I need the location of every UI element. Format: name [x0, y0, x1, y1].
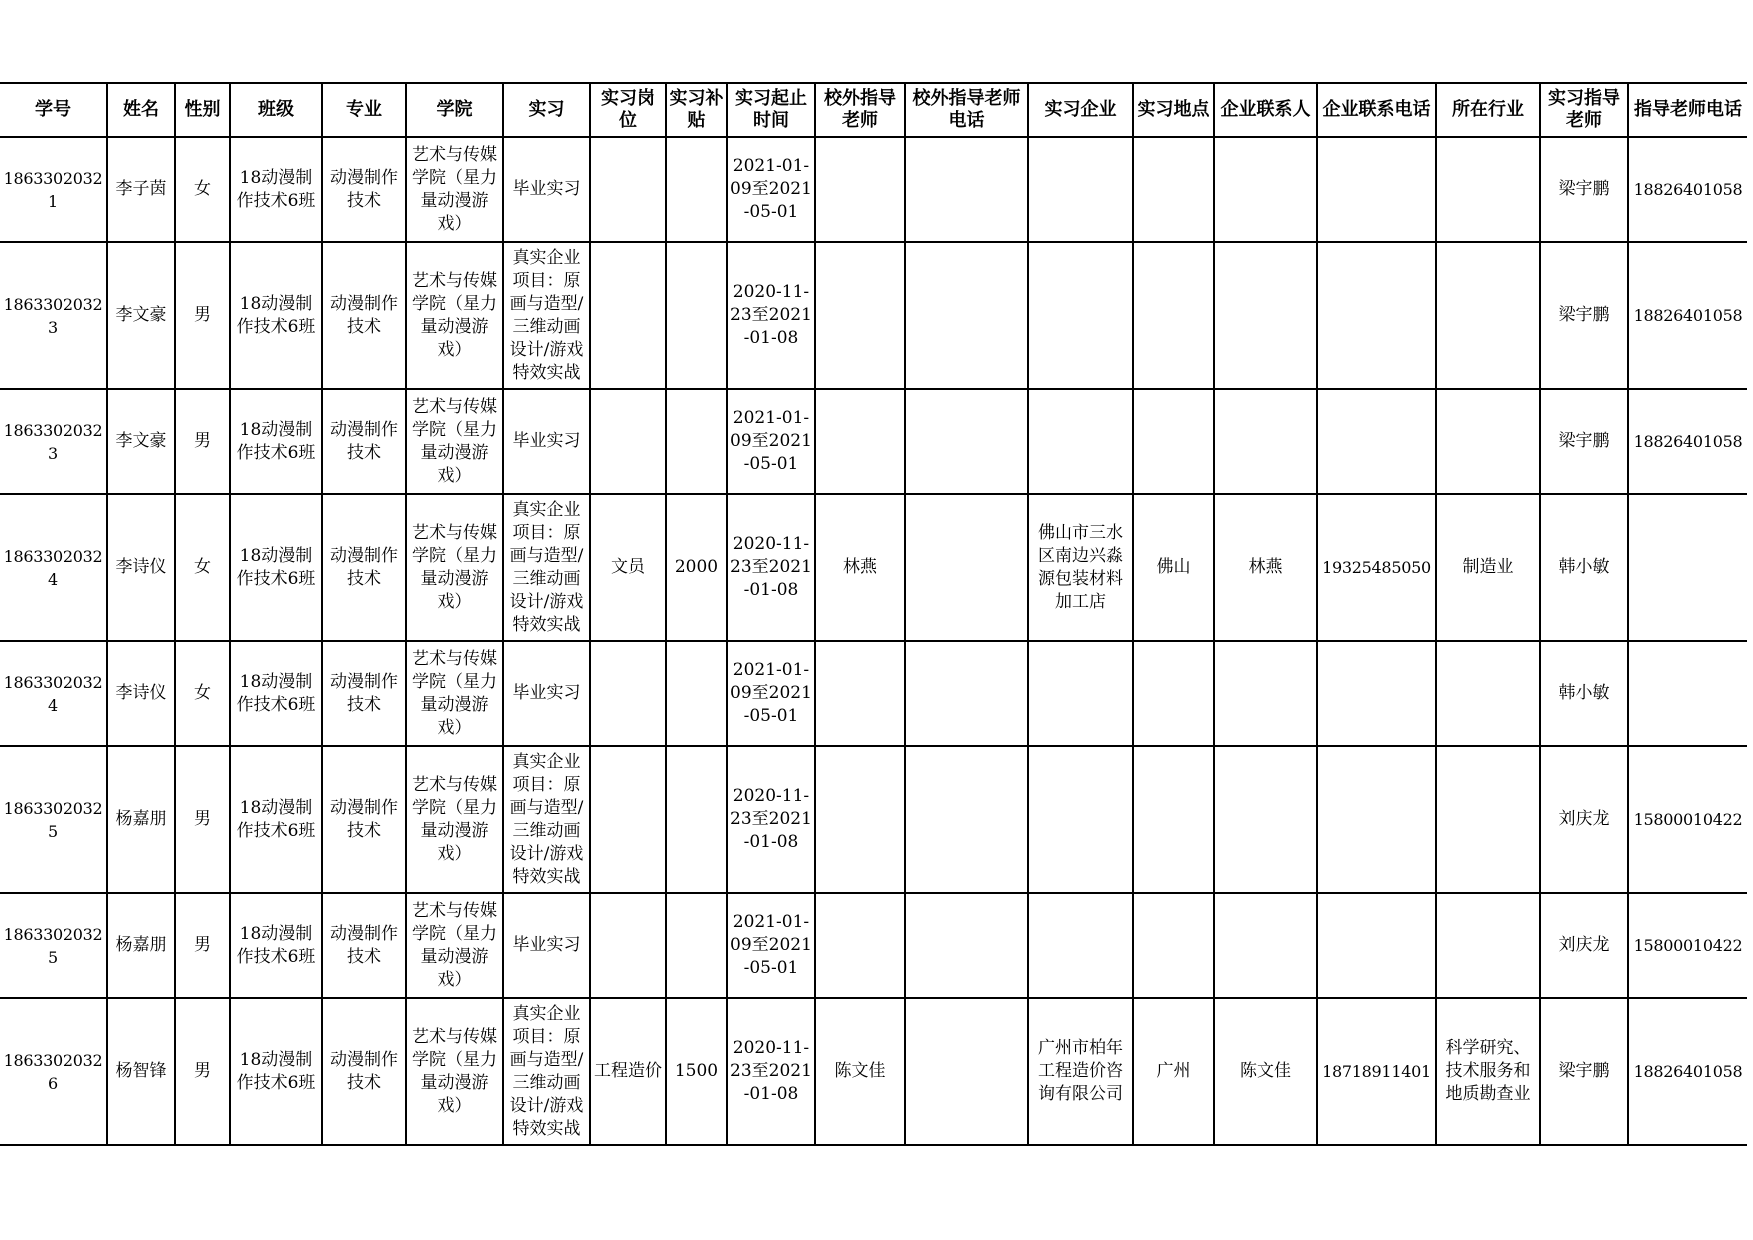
cell-text: 男 — [194, 1061, 211, 1081]
cell-location — [1133, 494, 1214, 641]
cell-gender — [175, 998, 230, 1145]
cell-position — [590, 998, 666, 1145]
cell-period — [727, 893, 815, 998]
cell-external-mentor-phone — [905, 242, 1028, 389]
cell-text: 毕业实习 — [512, 179, 581, 199]
cell-class — [230, 746, 322, 893]
cell-text: 男 — [194, 305, 211, 325]
cell-gender — [175, 242, 230, 389]
cell-company-contact — [1214, 998, 1317, 1145]
table-row — [0, 494, 1747, 641]
cell-text: 梁宇鹏 — [1558, 305, 1610, 325]
cell-industry — [1436, 641, 1540, 746]
cell-text: 18动漫制作技术6班 — [236, 671, 316, 715]
cell-text: 女 — [194, 179, 211, 199]
cell-subsidy — [666, 494, 727, 641]
cell-text: 18动漫制作技术6班 — [236, 545, 316, 589]
cell-name — [107, 998, 175, 1145]
cell-college — [406, 242, 503, 389]
cell-text: 女 — [194, 557, 211, 577]
cell-external-mentor-phone — [905, 137, 1028, 242]
cell-text: 18826401058 — [1633, 180, 1743, 199]
cell-major — [322, 641, 406, 746]
cell-external-mentor — [815, 389, 905, 494]
cell-text: 男 — [194, 809, 211, 829]
cell-text: 18633020324 — [3, 546, 103, 589]
cell-location — [1133, 746, 1214, 893]
cell-company-contact — [1214, 893, 1317, 998]
cell-position — [590, 641, 666, 746]
cell-class — [230, 893, 322, 998]
cell-text: 18633020325 — [3, 798, 103, 841]
cell-college — [406, 998, 503, 1145]
cell-external-mentor — [815, 494, 905, 641]
cell-class — [230, 998, 322, 1145]
col-header-location: 实习地点 — [1133, 83, 1214, 137]
cell-text: 艺术与传媒学院（星力量动漫游戏） — [412, 522, 497, 612]
cell-text: 李诗仪 — [115, 557, 167, 577]
cell-gender — [175, 641, 230, 746]
cell-name — [107, 137, 175, 242]
col-header-name: 姓名 — [107, 83, 175, 137]
cell-text: 李文豪 — [115, 431, 167, 451]
col-header-subsidy: 实习补贴 — [666, 83, 727, 137]
cell-class — [230, 641, 322, 746]
cell-student-id — [0, 389, 107, 494]
cell-text: 杨嘉朋 — [115, 809, 167, 829]
cell-external-mentor — [815, 998, 905, 1145]
cell-supervisor-phone — [1628, 137, 1747, 242]
col-header-gender: 性别 — [175, 83, 230, 137]
cell-text: 陈文佳 — [1240, 1061, 1291, 1081]
cell-text: 工程造价 — [594, 1061, 662, 1081]
cell-location — [1133, 242, 1214, 389]
cell-text: 2020-11-23至2021-01-08 — [730, 534, 812, 600]
cell-text: 动漫制作技术 — [330, 1049, 398, 1093]
cell-subsidy — [666, 746, 727, 893]
cell-industry — [1436, 998, 1540, 1145]
cell-major — [322, 998, 406, 1145]
cell-student-id — [0, 746, 107, 893]
cell-class — [230, 494, 322, 641]
cell-external-mentor-phone — [905, 494, 1028, 641]
cell-supervisor — [1540, 494, 1628, 641]
cell-text: 2021-01-09至2021-05-01 — [730, 660, 812, 726]
cell-location — [1133, 998, 1214, 1145]
cell-college — [406, 494, 503, 641]
cell-class — [230, 137, 322, 242]
cell-position — [590, 746, 666, 893]
cell-text: 2021-01-09至2021-05-01 — [730, 408, 812, 474]
cell-industry — [1436, 137, 1540, 242]
cell-student-id — [0, 242, 107, 389]
cell-major — [322, 746, 406, 893]
cell-internship — [503, 998, 590, 1145]
cell-name — [107, 746, 175, 893]
cell-text: 真实企业项目：原画与造型/三维动画设计/游戏特效实战 — [509, 1003, 584, 1139]
cell-supervisor — [1540, 998, 1628, 1145]
cell-text: 艺术与传媒学院（星力量动漫游戏） — [412, 270, 497, 360]
cell-company-phone — [1317, 893, 1436, 998]
cell-text: 18826401058 — [1633, 1062, 1743, 1081]
cell-text: 18826401058 — [1633, 432, 1743, 451]
cell-external-mentor-phone — [905, 389, 1028, 494]
cell-gender — [175, 494, 230, 641]
cell-text: 女 — [194, 683, 211, 703]
cell-company — [1028, 389, 1133, 494]
cell-text: 真实企业项目：原画与造型/三维动画设计/游戏特效实战 — [509, 751, 584, 887]
cell-supervisor — [1540, 746, 1628, 893]
table-row — [0, 137, 1747, 242]
cell-student-id — [0, 494, 107, 641]
cell-supervisor-phone — [1628, 389, 1747, 494]
cell-text: 动漫制作技术 — [330, 293, 398, 337]
cell-external-mentor — [815, 242, 905, 389]
cell-text: 真实企业项目：原画与造型/三维动画设计/游戏特效实战 — [509, 247, 584, 383]
cell-text: 刘庆龙 — [1558, 809, 1610, 829]
cell-text: 陈文佳 — [834, 1061, 886, 1081]
cell-company-phone — [1317, 137, 1436, 242]
cell-industry — [1436, 494, 1540, 641]
cell-company-phone — [1317, 242, 1436, 389]
cell-text: 韩小敏 — [1558, 557, 1610, 577]
cell-name — [107, 641, 175, 746]
cell-gender — [175, 746, 230, 893]
cell-company-contact — [1214, 746, 1317, 893]
cell-text: 广州 — [1156, 1061, 1191, 1081]
cell-industry — [1436, 746, 1540, 893]
internship-table — [0, 82, 1747, 1146]
cell-gender — [175, 389, 230, 494]
table-row — [0, 746, 1747, 893]
cell-position — [590, 893, 666, 998]
cell-gender — [175, 893, 230, 998]
cell-student-id — [0, 137, 107, 242]
cell-text: 李文豪 — [115, 305, 167, 325]
table-row — [0, 242, 1747, 389]
cell-company-contact — [1214, 389, 1317, 494]
table-body — [0, 137, 1747, 1145]
cell-text: 18动漫制作技术6班 — [236, 1049, 316, 1093]
cell-major — [322, 389, 406, 494]
cell-text: 2020-11-23至2021-01-08 — [730, 786, 812, 852]
cell-text: 18633020325 — [3, 924, 103, 967]
col-header-industry: 所在行业 — [1436, 83, 1540, 137]
cell-text: 18826401058 — [1633, 306, 1743, 325]
cell-class — [230, 389, 322, 494]
col-header-position: 实习岗位 — [590, 83, 666, 137]
cell-text: 18动漫制作技术6班 — [236, 923, 316, 967]
cell-company — [1028, 746, 1133, 893]
cell-supervisor-phone — [1628, 641, 1747, 746]
cell-text: 杨智锋 — [115, 1061, 167, 1081]
cell-text: 韩小敏 — [1558, 683, 1610, 703]
cell-text: 李子茵 — [115, 179, 167, 199]
cell-supervisor — [1540, 389, 1628, 494]
cell-internship — [503, 389, 590, 494]
cell-text: 制造业 — [1462, 557, 1514, 577]
cell-company-phone — [1317, 746, 1436, 893]
cell-text: 佛山市三水区南边兴淼源包装材料加工店 — [1038, 522, 1123, 612]
cell-period — [727, 641, 815, 746]
col-header-internship: 实习 — [503, 83, 590, 137]
cell-text: 动漫制作技术 — [330, 419, 398, 463]
cell-company-contact — [1214, 641, 1317, 746]
cell-text: 动漫制作技术 — [330, 545, 398, 589]
cell-name — [107, 389, 175, 494]
cell-text: 艺术与传媒学院（星力量动漫游戏） — [412, 648, 497, 738]
cell-text: 动漫制作技术 — [330, 923, 398, 967]
col-header-external-mentor-phone: 校外指导老师电话 — [905, 83, 1028, 137]
cell-company — [1028, 137, 1133, 242]
cell-text: 男 — [194, 935, 211, 955]
cell-text: 艺术与传媒学院（星力量动漫游戏） — [412, 144, 497, 234]
cell-text: 梁宇鹏 — [1558, 179, 1610, 199]
cell-company-contact — [1214, 137, 1317, 242]
cell-supervisor — [1540, 137, 1628, 242]
cell-text: 15800010422 — [1633, 810, 1743, 829]
cell-period — [727, 746, 815, 893]
cell-supervisor-phone — [1628, 893, 1747, 998]
cell-text: 广州市柏年工程造价咨询有限公司 — [1038, 1038, 1123, 1104]
cell-subsidy — [666, 242, 727, 389]
cell-major — [322, 137, 406, 242]
cell-text: 佛山 — [1156, 557, 1191, 577]
cell-company — [1028, 998, 1133, 1145]
cell-internship — [503, 137, 590, 242]
cell-name — [107, 494, 175, 641]
cell-period — [727, 389, 815, 494]
cell-student-id — [0, 998, 107, 1145]
cell-college — [406, 137, 503, 242]
cell-subsidy — [666, 893, 727, 998]
cell-text: 艺术与传媒学院（星力量动漫游戏） — [412, 900, 497, 990]
cell-company — [1028, 494, 1133, 641]
cell-student-id — [0, 893, 107, 998]
cell-text: 2021-01-09至2021-05-01 — [730, 912, 812, 978]
cell-company — [1028, 893, 1133, 998]
cell-subsidy — [666, 137, 727, 242]
cell-period — [727, 494, 815, 641]
cell-gender — [175, 137, 230, 242]
cell-student-id — [0, 641, 107, 746]
cell-text: 18633020321 — [3, 168, 103, 211]
cell-text: 毕业实习 — [512, 683, 581, 703]
cell-text: 18633020323 — [3, 294, 103, 337]
table-row — [0, 998, 1747, 1145]
cell-internship — [503, 494, 590, 641]
cell-text: 18动漫制作技术6班 — [236, 797, 316, 841]
cell-text: 18动漫制作技术6班 — [236, 293, 316, 337]
col-header-supervisor-phone: 指导老师电话 — [1628, 83, 1747, 137]
cell-text: 科学研究、技术服务和地质勘查业 — [1445, 1038, 1531, 1104]
table-row — [0, 641, 1747, 746]
col-header-company-phone: 企业联系电话 — [1317, 83, 1436, 137]
cell-industry — [1436, 389, 1540, 494]
cell-text: 18动漫制作技术6班 — [236, 167, 316, 211]
cell-text: 1500 — [674, 1061, 719, 1081]
cell-period — [727, 242, 815, 389]
cell-company-phone — [1317, 389, 1436, 494]
col-header-period: 实习起止时间 — [727, 83, 815, 137]
cell-text: 2000 — [674, 557, 719, 577]
cell-external-mentor-phone — [905, 998, 1028, 1145]
header-row — [0, 83, 1747, 137]
cell-text: 毕业实习 — [512, 935, 581, 955]
cell-company — [1028, 641, 1133, 746]
col-header-student-id: 学号 — [0, 83, 107, 137]
cell-text: 文员 — [611, 557, 645, 577]
col-header-major: 专业 — [322, 83, 406, 137]
cell-supervisor-phone — [1628, 242, 1747, 389]
cell-text: 18718911401 — [1322, 1062, 1431, 1081]
cell-period — [727, 998, 815, 1145]
cell-external-mentor-phone — [905, 641, 1028, 746]
cell-text: 杨嘉朋 — [115, 935, 167, 955]
cell-text: 15800010422 — [1633, 936, 1743, 955]
cell-major — [322, 494, 406, 641]
cell-class — [230, 242, 322, 389]
cell-text: 2020-11-23至2021-01-08 — [730, 1038, 812, 1104]
col-header-external-mentor: 校外指导老师 — [815, 83, 905, 137]
cell-text: 18633020323 — [3, 420, 103, 463]
cell-subsidy — [666, 641, 727, 746]
cell-name — [107, 242, 175, 389]
cell-internship — [503, 893, 590, 998]
cell-supervisor — [1540, 242, 1628, 389]
cell-text: 艺术与传媒学院（星力量动漫游戏） — [412, 1026, 497, 1116]
cell-text: 艺术与传媒学院（星力量动漫游戏） — [412, 774, 497, 864]
cell-industry — [1436, 242, 1540, 389]
cell-text: 19325485050 — [1322, 558, 1431, 577]
cell-text: 刘庆龙 — [1558, 935, 1610, 955]
cell-external-mentor-phone — [905, 893, 1028, 998]
table-row — [0, 893, 1747, 998]
cell-supervisor — [1540, 641, 1628, 746]
table-row — [0, 389, 1747, 494]
cell-text: 2020-11-23至2021-01-08 — [730, 282, 812, 348]
cell-major — [322, 893, 406, 998]
cell-text: 动漫制作技术 — [330, 671, 398, 715]
cell-internship — [503, 641, 590, 746]
cell-location — [1133, 389, 1214, 494]
cell-text: 真实企业项目：原画与造型/三维动画设计/游戏特效实战 — [509, 499, 584, 635]
cell-text: 李诗仪 — [115, 683, 167, 703]
cell-location — [1133, 137, 1214, 242]
cell-text: 18633020324 — [3, 672, 103, 715]
cell-company — [1028, 242, 1133, 389]
cell-period — [727, 137, 815, 242]
cell-company-phone — [1317, 641, 1436, 746]
col-header-company-contact: 企业联系人 — [1214, 83, 1317, 137]
cell-text: 林燕 — [1248, 557, 1283, 577]
cell-position — [590, 137, 666, 242]
cell-location — [1133, 893, 1214, 998]
cell-external-mentor — [815, 641, 905, 746]
cell-text: 男 — [194, 431, 211, 451]
cell-external-mentor — [815, 137, 905, 242]
col-header-company: 实习企业 — [1028, 83, 1133, 137]
cell-industry — [1436, 893, 1540, 998]
cell-major — [322, 242, 406, 389]
cell-text: 艺术与传媒学院（星力量动漫游戏） — [412, 396, 497, 486]
cell-college — [406, 389, 503, 494]
cell-supervisor-phone — [1628, 494, 1747, 641]
cell-internship — [503, 242, 590, 389]
cell-internship — [503, 746, 590, 893]
cell-text: 2021-01-09至2021-05-01 — [730, 156, 812, 222]
cell-subsidy — [666, 998, 727, 1145]
cell-text: 18633020326 — [3, 1050, 103, 1093]
cell-college — [406, 746, 503, 893]
cell-text: 林燕 — [843, 557, 877, 577]
cell-text: 梁宇鹏 — [1558, 431, 1610, 451]
cell-company-phone — [1317, 998, 1436, 1145]
cell-external-mentor — [815, 893, 905, 998]
cell-text: 毕业实习 — [512, 431, 581, 451]
cell-position — [590, 389, 666, 494]
cell-position — [590, 494, 666, 641]
cell-company-contact — [1214, 242, 1317, 389]
cell-company-phone — [1317, 494, 1436, 641]
cell-text: 梁宇鹏 — [1558, 1061, 1610, 1081]
cell-supervisor-phone — [1628, 746, 1747, 893]
cell-location — [1133, 641, 1214, 746]
cell-text: 18动漫制作技术6班 — [236, 419, 316, 463]
cell-subsidy — [666, 389, 727, 494]
cell-college — [406, 641, 503, 746]
cell-text: 动漫制作技术 — [330, 797, 398, 841]
cell-supervisor-phone — [1628, 998, 1747, 1145]
col-header-supervisor: 实习指导老师 — [1540, 83, 1628, 137]
cell-external-mentor-phone — [905, 746, 1028, 893]
col-header-class: 班级 — [230, 83, 322, 137]
cell-college — [406, 893, 503, 998]
cell-external-mentor — [815, 746, 905, 893]
cell-position — [590, 242, 666, 389]
cell-company-contact — [1214, 494, 1317, 641]
cell-name — [107, 893, 175, 998]
cell-text: 动漫制作技术 — [330, 167, 398, 211]
col-header-college: 学院 — [406, 83, 503, 137]
cell-supervisor — [1540, 893, 1628, 998]
